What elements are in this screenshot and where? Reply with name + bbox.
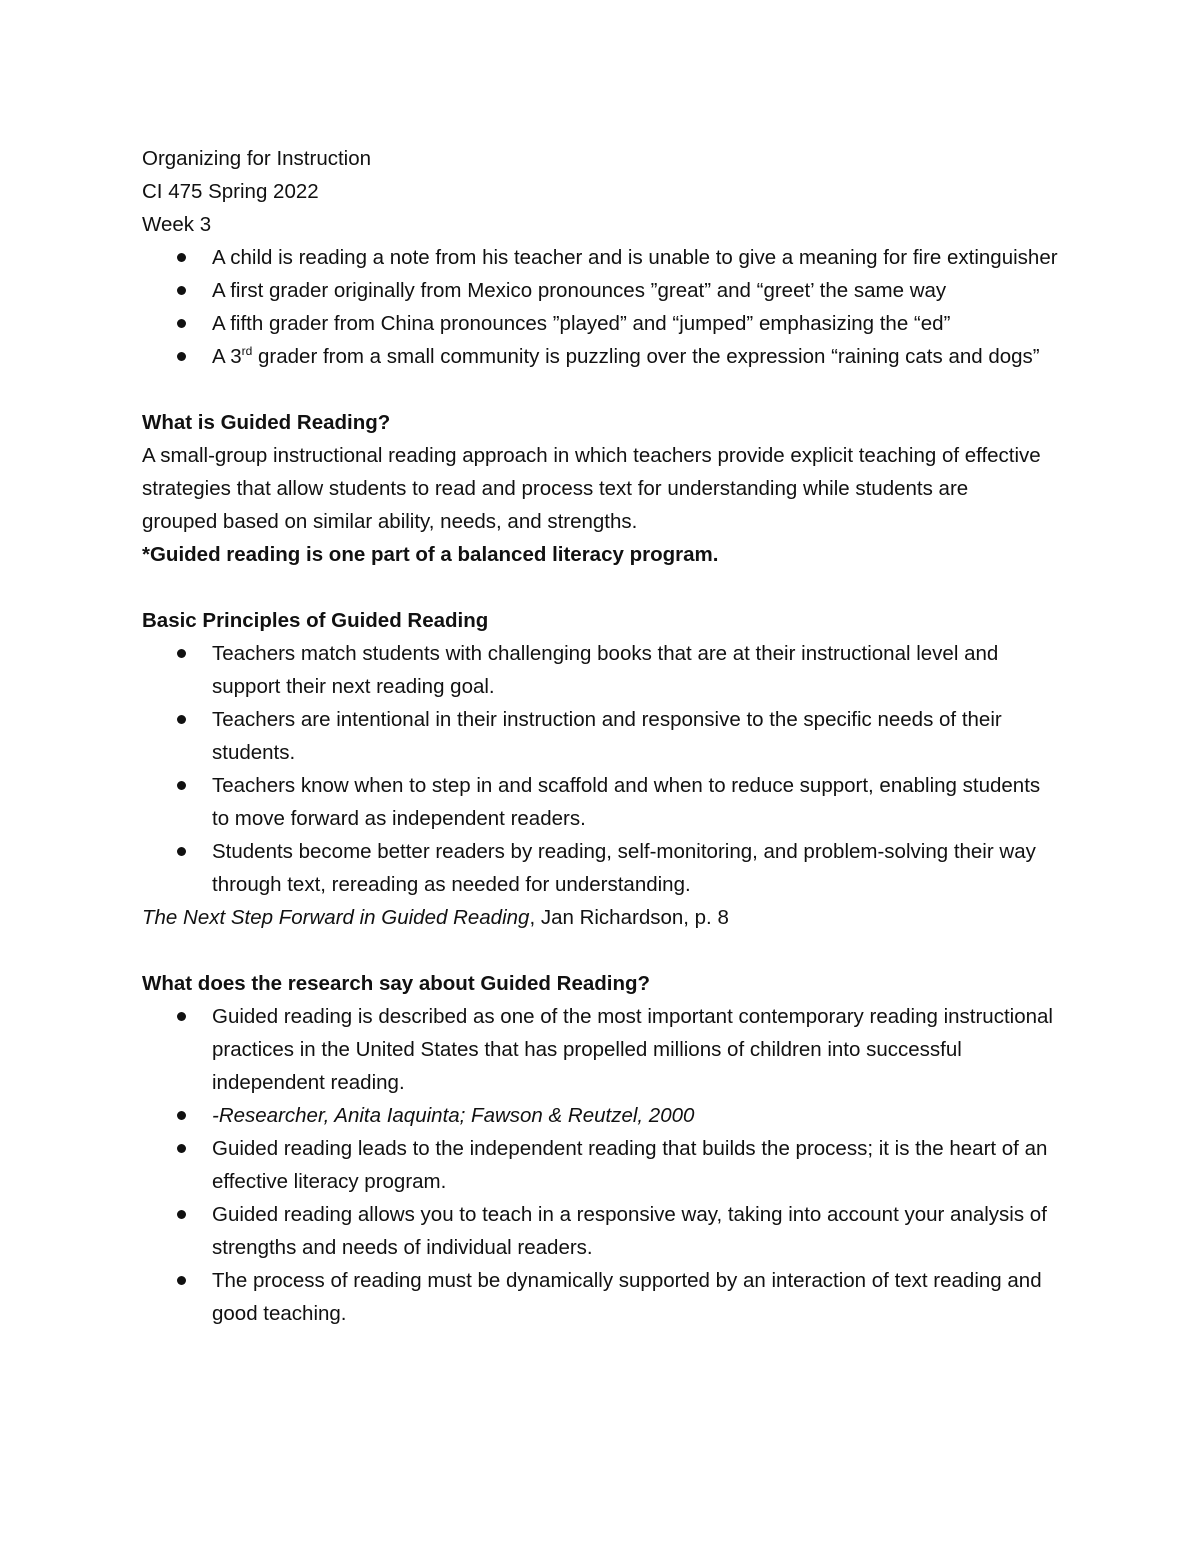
section-heading-principles: Basic Principles of Guided Reading	[142, 609, 489, 632]
list-item: A fifth grader from China pronounces ”played” and “jumped” emphasizing the “ed”	[212, 307, 1060, 340]
bullet-icon	[177, 781, 186, 790]
list-item: -Researcher, Anita Iaquinta; Fawson & Reutzel, 2000	[212, 1099, 1060, 1132]
bullet-icon	[177, 649, 186, 658]
list-item: Guided reading is described as one of the most important contemporary reading instructional practices in the United States that has propelled millions of children into successful independent reading.	[212, 1000, 1060, 1099]
list-item: Guided reading leads to the independent reading that builds the process; it is the heart of an effective literacy program.	[212, 1132, 1060, 1198]
bullet-icon	[177, 286, 186, 295]
bullet-icon	[177, 1144, 186, 1153]
list-item: Teachers match students with challenging books that are at their instructional level and support their next reading goal.	[212, 637, 1060, 703]
bullet-icon	[177, 847, 186, 856]
section-heading-guided-reading: What is Guided Reading?	[142, 411, 391, 434]
week-line: Week 3	[142, 213, 212, 236]
list-item: A child is reading a note from his teacher and is unable to give a meaning for fire extinguisher	[212, 241, 1060, 274]
section-heading-research: What does the research say about Guided Reading?	[142, 972, 651, 995]
guided-reading-note: *Guided reading is one part of a balanced literacy program.	[142, 543, 719, 566]
bullet-icon	[177, 352, 186, 361]
citation-rest: , Jan Richardson, p. 8	[529, 906, 729, 929]
list-item: A 3rd grader from a small community is puzzling over the expression “raining cats and dogs”	[212, 340, 1060, 373]
bullet-icon	[177, 1210, 186, 1219]
bullet-icon	[177, 715, 186, 724]
course-line: CI 475 Spring 2022	[142, 180, 319, 203]
citation	[142, 901, 1080, 934]
bullet-icon	[177, 1276, 186, 1285]
guided-reading-definition: A small-group instructional reading approach in which teachers provide explicit teaching of effective strategies that allow students to read and process text for understanding while students are grouped based on similar ability, needs, and strengths.	[142, 444, 1041, 533]
bullet-icon	[177, 1012, 186, 1021]
bullet-icon	[177, 253, 186, 262]
citation-title: The Next Step Forward in Guided Reading	[142, 906, 530, 929]
doc-title: Organizing for Instruction	[142, 147, 372, 170]
list-item: The process of reading must be dynamically supported by an interaction of text reading and good teaching.	[212, 1264, 1060, 1330]
bullet-icon	[177, 319, 186, 328]
list-item: Teachers are intentional in their instruction and responsive to the specific needs of their students.	[212, 703, 1060, 769]
list-item: Guided reading allows you to teach in a responsive way, taking into account your analysis of strengths and needs of individual readers.	[212, 1198, 1060, 1264]
scenario-list	[142, 241, 1080, 373]
research-list	[142, 1000, 1080, 1330]
bullet-icon	[177, 1111, 186, 1120]
principles-list	[142, 637, 1080, 901]
list-item: Students become better readers by reading, self-monitoring, and problem-solving their way through text, rereading as needed for understanding.	[212, 835, 1060, 901]
list-item: A first grader originally from Mexico pronounces ”great” and “greet’ the same way	[212, 274, 1060, 307]
list-item: Teachers know when to step in and scaffold and when to reduce support, enabling students to move forward as independent readers.	[212, 769, 1060, 835]
